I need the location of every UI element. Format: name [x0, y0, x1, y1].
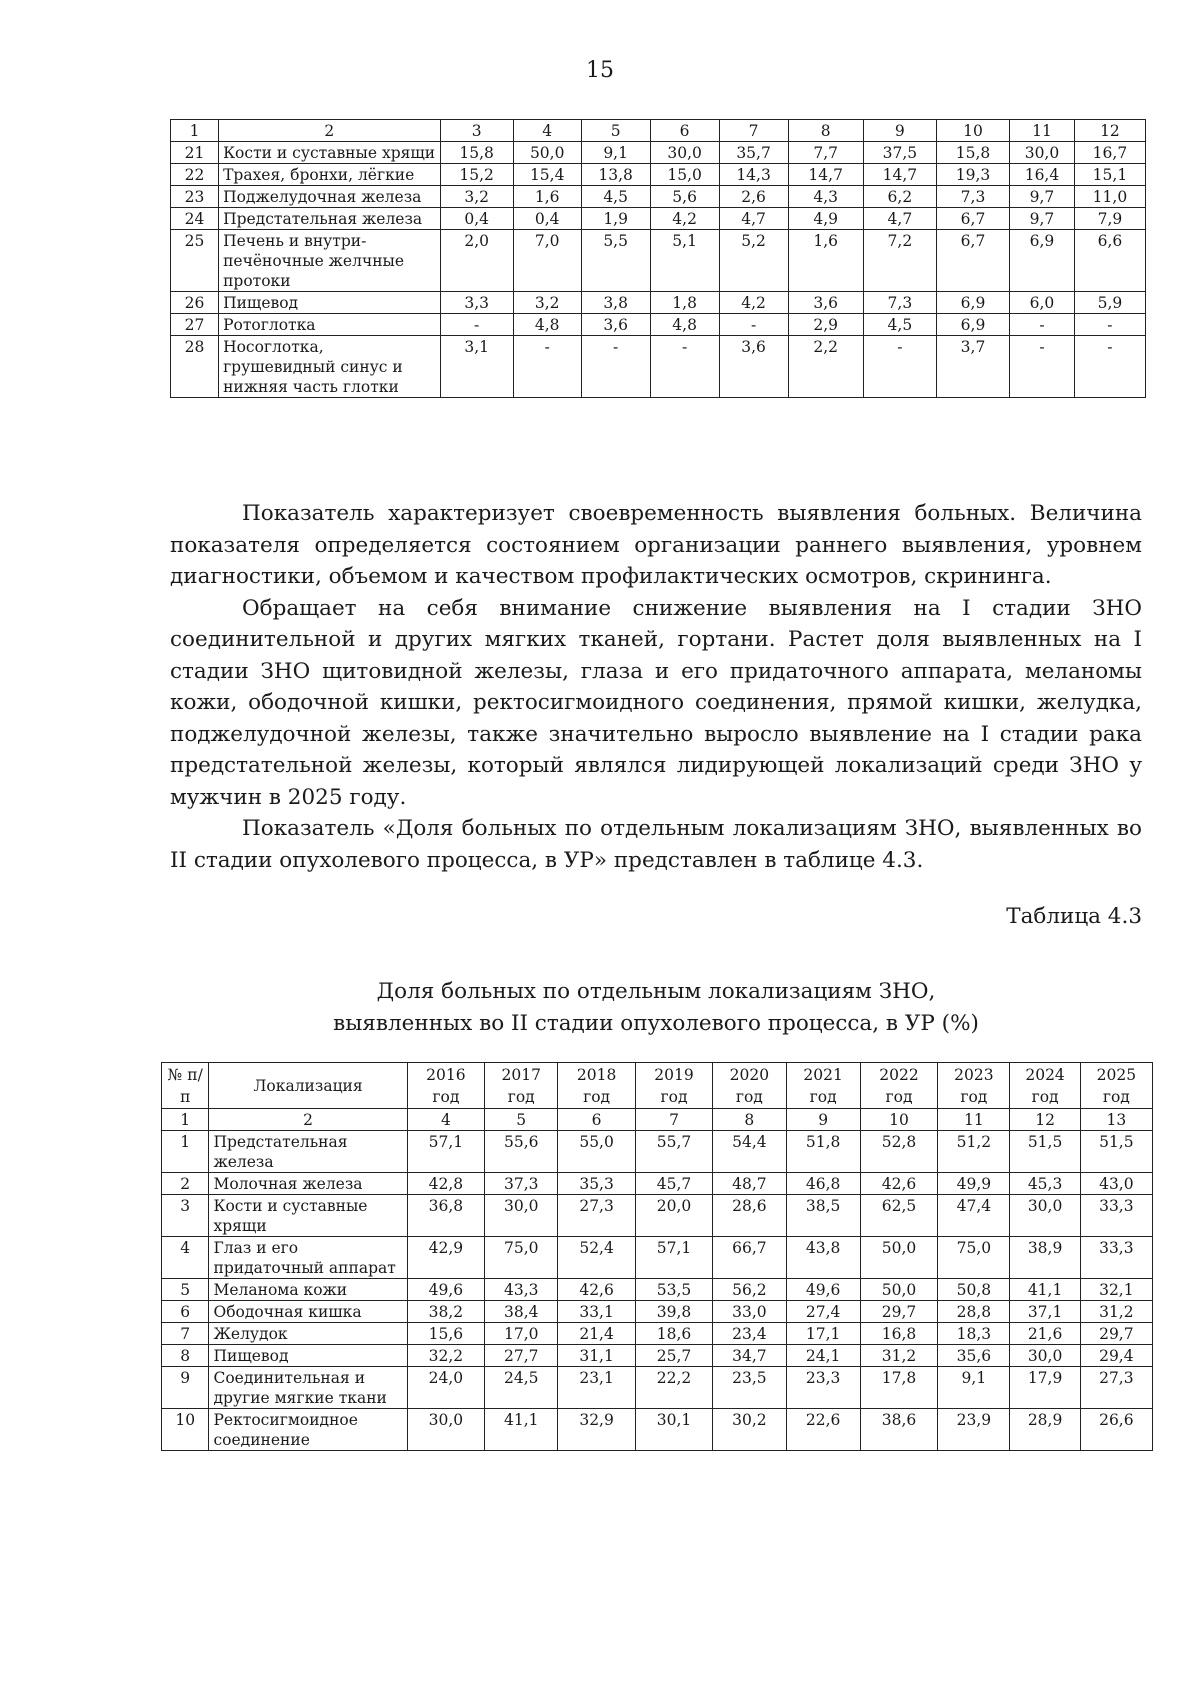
value-cell: 29,4: [1080, 1345, 1152, 1367]
column-index-cell: 6: [650, 120, 719, 142]
value-cell: 49,6: [407, 1279, 484, 1301]
value-cell: 4,7: [719, 208, 788, 230]
column-index-row: [162, 1109, 1153, 1131]
column-index-cell: 3: [440, 120, 513, 142]
value-cell: 17,1: [786, 1323, 860, 1345]
value-cell: 30,0: [650, 142, 719, 164]
value-cell: 5,2: [719, 230, 788, 292]
value-cell: 15,1: [1074, 164, 1145, 186]
paragraph: Показатель характеризует своевременность выявления больных. Величина показателя определяется состоянием организации раннего выявления, уровнем диагностики, объемом и качеством профилактических осмотров, скрининга.: [170, 501, 1142, 589]
value-cell: 29,7: [860, 1301, 937, 1323]
value-cell: 22,6: [786, 1409, 860, 1451]
value-cell: 23,4: [713, 1323, 786, 1345]
value-cell: 4,2: [650, 208, 719, 230]
value-cell: 5,1: [650, 230, 719, 292]
value-cell: 6,9: [936, 292, 1009, 314]
table-row: [162, 1345, 1153, 1367]
value-cell: 50,0: [860, 1279, 937, 1301]
table-row: [162, 1173, 1153, 1195]
value-cell: 4,9: [788, 208, 863, 230]
value-cell: 75,0: [938, 1237, 1010, 1279]
value-cell: 51,5: [1010, 1131, 1080, 1173]
value-cell: 42,6: [558, 1279, 635, 1301]
paragraph: Обращает на себя внимание снижение выявления на I стадии ЗНО соединительной и других мягких тканей, гортани. Растет доля выявленных на I стадии ЗНО щитовидной железы, глаза и его придаточного аппарата, меланомы кожи, ободочной кишки, ректосигмоидного соединения, прямой кишки, желудка, поджелудочной железы, также значительно выросло выявление на I стадии рака предстательной железы, который являлся лидирующей локализаций среди ЗНО у мужчин в 2025 году.: [170, 595, 1142, 810]
localization-cell: Ротоглотка: [219, 314, 441, 336]
value-cell: 9,1: [938, 1367, 1010, 1409]
value-cell: 43,3: [485, 1279, 558, 1301]
value-cell: 19,3: [936, 164, 1009, 186]
value-cell: -: [1010, 336, 1075, 398]
value-cell: 24,5: [485, 1367, 558, 1409]
row-number-cell: 3: [162, 1195, 209, 1237]
column-header-year: 2025 год: [1080, 1063, 1152, 1109]
value-cell: 6,2: [863, 186, 936, 208]
column-header-year: 2017 год: [485, 1063, 558, 1109]
table-row: [162, 1279, 1153, 1301]
value-cell: 3,6: [719, 336, 788, 398]
table-row: [162, 1195, 1153, 1237]
column-header-year: 2022 год: [860, 1063, 937, 1109]
value-cell: 18,3: [938, 1323, 1010, 1345]
value-cell: 13,8: [581, 164, 650, 186]
value-cell: 14,7: [788, 164, 863, 186]
row-number-cell: 21: [171, 142, 219, 164]
value-cell: 38,5: [786, 1195, 860, 1237]
value-cell: 31,2: [1080, 1301, 1152, 1323]
value-cell: -: [1074, 336, 1145, 398]
value-cell: -: [863, 336, 936, 398]
value-cell: 56,2: [713, 1279, 786, 1301]
value-cell: 42,6: [860, 1173, 937, 1195]
value-cell: 15,8: [936, 142, 1009, 164]
value-cell: 38,4: [485, 1301, 558, 1323]
value-cell: 22,2: [635, 1367, 712, 1409]
row-number-cell: 6: [162, 1301, 209, 1323]
value-cell: 3,6: [581, 314, 650, 336]
table-row: [171, 292, 1146, 314]
value-cell: 14,3: [719, 164, 788, 186]
localization-cell: Кости и суставные хрящи: [219, 142, 441, 164]
row-number-cell: 7: [162, 1323, 209, 1345]
localization-cell: Ободочная кишка: [209, 1301, 407, 1323]
value-cell: 33,0: [713, 1301, 786, 1323]
value-cell: 17,8: [860, 1367, 937, 1409]
column-index-cell: 6: [558, 1109, 635, 1131]
value-cell: 53,5: [635, 1279, 712, 1301]
value-cell: 42,9: [407, 1237, 484, 1279]
table-title-line: выявленных во II стадии опухолевого процесса, в УР (%): [333, 1011, 979, 1036]
value-cell: 37,1: [1010, 1301, 1080, 1323]
value-cell: 50,0: [513, 142, 581, 164]
value-cell: 43,8: [786, 1237, 860, 1279]
value-cell: 15,6: [407, 1323, 484, 1345]
value-cell: 26,6: [1080, 1409, 1152, 1451]
localization-cell: Носоглотка, грушевидный синус и нижняя часть глотки: [219, 336, 441, 398]
page-number: 15: [586, 58, 614, 83]
value-cell: -: [1074, 314, 1145, 336]
value-cell: 7,7: [788, 142, 863, 164]
column-index-cell: 4: [513, 120, 581, 142]
value-cell: 17,9: [1010, 1367, 1080, 1409]
value-cell: 21,6: [1010, 1323, 1080, 1345]
value-cell: 6,7: [936, 230, 1009, 292]
column-index-cell: 4: [407, 1109, 484, 1131]
column-index-cell: 12: [1074, 120, 1145, 142]
body-text: [170, 498, 1142, 876]
column-index-cell: 1: [162, 1109, 209, 1131]
column-index-cell: 12: [1010, 1109, 1080, 1131]
column-index-cell: 9: [863, 120, 936, 142]
localization-cell: Кости и суставные хрящи: [209, 1195, 407, 1237]
value-cell: 27,3: [1080, 1367, 1152, 1409]
column-header-year: 2021 год: [786, 1063, 860, 1109]
column-header-year: 2020 год: [713, 1063, 786, 1109]
value-cell: 31,1: [558, 1345, 635, 1367]
value-cell: 7,3: [863, 292, 936, 314]
column-index-cell: 1: [171, 120, 219, 142]
column-index-cell: 5: [485, 1109, 558, 1131]
value-cell: 48,7: [713, 1173, 786, 1195]
value-cell: 6,0: [1010, 292, 1075, 314]
row-number-cell: 1: [162, 1131, 209, 1173]
value-cell: 32,2: [407, 1345, 484, 1367]
table-row: [171, 142, 1146, 164]
table-row: [162, 1301, 1153, 1323]
value-cell: 2,0: [440, 230, 513, 292]
value-cell: 4,5: [581, 186, 650, 208]
localization-cell: Предстательная железа: [209, 1131, 407, 1173]
value-cell: 38,9: [1010, 1237, 1080, 1279]
value-cell: 37,5: [863, 142, 936, 164]
column-index-cell: 13: [1080, 1109, 1152, 1131]
column-index-cell: 8: [788, 120, 863, 142]
value-cell: 42,8: [407, 1173, 484, 1195]
value-cell: 4,8: [650, 314, 719, 336]
table-header-row: [162, 1063, 1153, 1109]
row-number-cell: 28: [171, 336, 219, 398]
value-cell: 1,9: [581, 208, 650, 230]
value-cell: 7,0: [513, 230, 581, 292]
column-header-localization: Локализация: [209, 1063, 407, 1109]
value-cell: 3,1: [440, 336, 513, 398]
value-cell: 38,6: [860, 1409, 937, 1451]
column-header-year: 2023 год: [938, 1063, 1010, 1109]
value-cell: 41,1: [485, 1409, 558, 1451]
value-cell: 5,5: [581, 230, 650, 292]
value-cell: 33,3: [1080, 1195, 1152, 1237]
table-title-line: Доля больных по отдельным локализациям ЗНО,: [376, 979, 936, 1004]
previous-table-continuation: [170, 119, 1146, 398]
table-row: [171, 164, 1146, 186]
value-cell: 1,6: [513, 186, 581, 208]
value-cell: 50,0: [860, 1237, 937, 1279]
row-number-cell: 26: [171, 292, 219, 314]
value-cell: 55,0: [558, 1131, 635, 1173]
value-cell: 32,9: [558, 1409, 635, 1451]
value-cell: 3,2: [440, 186, 513, 208]
value-cell: 75,0: [485, 1237, 558, 1279]
value-cell: 50,8: [938, 1279, 1010, 1301]
column-index-cell: 7: [719, 120, 788, 142]
value-cell: 35,6: [938, 1345, 1010, 1367]
value-cell: 3,7: [936, 336, 1009, 398]
value-cell: 23,1: [558, 1367, 635, 1409]
value-cell: 2,2: [788, 336, 863, 398]
column-index-cell: 5: [581, 120, 650, 142]
value-cell: 20,0: [635, 1195, 712, 1237]
column-index-cell: 2: [219, 120, 441, 142]
table-row: [171, 186, 1146, 208]
value-cell: 62,5: [860, 1195, 937, 1237]
value-cell: 3,6: [788, 292, 863, 314]
localization-cell: Соединительная и другие мягкие ткани: [209, 1367, 407, 1409]
value-cell: 41,1: [1010, 1279, 1080, 1301]
value-cell: 43,0: [1080, 1173, 1152, 1195]
table-row: [162, 1367, 1153, 1409]
value-cell: 28,8: [938, 1301, 1010, 1323]
value-cell: 23,9: [938, 1409, 1010, 1451]
value-cell: 15,0: [650, 164, 719, 186]
value-cell: 57,1: [635, 1237, 712, 1279]
value-cell: 23,5: [713, 1367, 786, 1409]
table-row: [171, 230, 1146, 292]
row-number-cell: 5: [162, 1279, 209, 1301]
row-number-cell: 24: [171, 208, 219, 230]
value-cell: -: [1010, 314, 1075, 336]
value-cell: 52,4: [558, 1237, 635, 1279]
value-cell: 27,3: [558, 1195, 635, 1237]
value-cell: 55,7: [635, 1131, 712, 1173]
row-number-cell: 9: [162, 1367, 209, 1409]
value-cell: -: [719, 314, 788, 336]
value-cell: 30,0: [1010, 142, 1075, 164]
column-index-cell: 7: [635, 1109, 712, 1131]
value-cell: 33,3: [1080, 1237, 1152, 1279]
value-cell: 2,6: [719, 186, 788, 208]
value-cell: 25,7: [635, 1345, 712, 1367]
value-cell: 30,0: [1010, 1345, 1080, 1367]
value-cell: 35,3: [558, 1173, 635, 1195]
row-number-cell: 22: [171, 164, 219, 186]
value-cell: 46,8: [786, 1173, 860, 1195]
value-cell: 17,0: [485, 1323, 558, 1345]
column-header-year: 2016 год: [407, 1063, 484, 1109]
value-cell: 4,5: [863, 314, 936, 336]
value-cell: 9,7: [1010, 186, 1075, 208]
localization-cell: Молочная железа: [209, 1173, 407, 1195]
table-row: [162, 1131, 1153, 1173]
value-cell: -: [440, 314, 513, 336]
value-cell: 33,1: [558, 1301, 635, 1323]
value-cell: 36,8: [407, 1195, 484, 1237]
value-cell: 66,7: [713, 1237, 786, 1279]
column-header-year: 2019 год: [635, 1063, 712, 1109]
value-cell: 51,5: [1080, 1131, 1152, 1173]
value-cell: 24,1: [786, 1345, 860, 1367]
value-cell: 28,9: [1010, 1409, 1080, 1451]
value-cell: 15,8: [440, 142, 513, 164]
table-row: [162, 1409, 1153, 1451]
value-cell: 34,7: [713, 1345, 786, 1367]
column-header-year: 2024 год: [1010, 1063, 1080, 1109]
localization-cell: Желудок: [209, 1323, 407, 1345]
value-cell: 27,4: [786, 1301, 860, 1323]
table-row: [162, 1237, 1153, 1279]
value-cell: 1,8: [650, 292, 719, 314]
value-cell: -: [650, 336, 719, 398]
value-cell: 30,1: [635, 1409, 712, 1451]
paragraph: Показатель «Доля больных по отдельным локализациям ЗНО, выявленных во II стадии опухолевого процесса, в УР» представлен в таблице 4.3.: [170, 816, 1142, 873]
value-cell: 35,7: [719, 142, 788, 164]
value-cell: -: [581, 336, 650, 398]
column-index-cell: 10: [860, 1109, 937, 1131]
column-index-cell: 2: [209, 1109, 407, 1131]
value-cell: 4,3: [788, 186, 863, 208]
value-cell: 7,2: [863, 230, 936, 292]
localization-cell: Трахея, бронхи, лёгкие: [219, 164, 441, 186]
column-index-cell: 10: [936, 120, 1009, 142]
value-cell: 47,4: [938, 1195, 1010, 1237]
value-cell: 15,2: [440, 164, 513, 186]
value-cell: 45,3: [1010, 1173, 1080, 1195]
localization-cell: Глаз и его придаточный аппарат: [209, 1237, 407, 1279]
value-cell: 54,4: [713, 1131, 786, 1173]
value-cell: 30,2: [713, 1409, 786, 1451]
value-cell: 27,7: [485, 1345, 558, 1367]
value-cell: 6,7: [936, 208, 1009, 230]
value-cell: 7,9: [1074, 208, 1145, 230]
value-cell: 4,2: [719, 292, 788, 314]
localization-cell: Меланома кожи: [209, 1279, 407, 1301]
value-cell: 18,6: [635, 1323, 712, 1345]
value-cell: 0,4: [513, 208, 581, 230]
column-index-cell: 8: [713, 1109, 786, 1131]
column-header-year: 2018 год: [558, 1063, 635, 1109]
value-cell: 55,6: [485, 1131, 558, 1173]
row-number-cell: 27: [171, 314, 219, 336]
table-label: Таблица 4.3: [1006, 904, 1142, 929]
value-cell: 9,1: [581, 142, 650, 164]
value-cell: 31,2: [860, 1345, 937, 1367]
value-cell: 52,8: [860, 1131, 937, 1173]
localization-cell: Поджелудочная железа: [219, 186, 441, 208]
value-cell: 16,7: [1074, 142, 1145, 164]
table-title: [170, 976, 1142, 1040]
value-cell: 6,9: [936, 314, 1009, 336]
row-number-cell: 8: [162, 1345, 209, 1367]
table-row: [171, 208, 1146, 230]
value-cell: 1,6: [788, 230, 863, 292]
value-cell: 16,4: [1010, 164, 1075, 186]
value-cell: 7,3: [936, 186, 1009, 208]
row-number-cell: 23: [171, 186, 219, 208]
value-cell: 38,2: [407, 1301, 484, 1323]
value-cell: 30,0: [407, 1409, 484, 1451]
value-cell: 3,8: [581, 292, 650, 314]
localization-cell: Ректосигмоидное соединение: [209, 1409, 407, 1451]
column-index-cell: 9: [786, 1109, 860, 1131]
table-header-row: [171, 120, 1146, 142]
value-cell: 11,0: [1074, 186, 1145, 208]
value-cell: -: [513, 336, 581, 398]
row-number-cell: 2: [162, 1173, 209, 1195]
localization-cell: Печень и внутри- печёночные желчные протоки: [219, 230, 441, 292]
value-cell: 37,3: [485, 1173, 558, 1195]
value-cell: 57,1: [407, 1131, 484, 1173]
table-row: [162, 1323, 1153, 1345]
value-cell: 51,8: [786, 1131, 860, 1173]
value-cell: 5,6: [650, 186, 719, 208]
value-cell: 14,7: [863, 164, 936, 186]
table-row: [171, 314, 1146, 336]
row-number-cell: 10: [162, 1409, 209, 1451]
value-cell: 21,4: [558, 1323, 635, 1345]
value-cell: 30,0: [1010, 1195, 1080, 1237]
row-number-cell: 4: [162, 1237, 209, 1279]
value-cell: 5,9: [1074, 292, 1145, 314]
value-cell: 49,6: [786, 1279, 860, 1301]
value-cell: 49,9: [938, 1173, 1010, 1195]
value-cell: 16,8: [860, 1323, 937, 1345]
localization-cell: Пищевод: [219, 292, 441, 314]
value-cell: 3,2: [513, 292, 581, 314]
value-cell: 45,7: [635, 1173, 712, 1195]
value-cell: 24,0: [407, 1367, 484, 1409]
value-cell: 3,3: [440, 292, 513, 314]
value-cell: 39,8: [635, 1301, 712, 1323]
value-cell: 30,0: [485, 1195, 558, 1237]
column-index-cell: 11: [938, 1109, 1010, 1131]
column-header-num: № п/п: [162, 1063, 209, 1109]
row-number-cell: 25: [171, 230, 219, 292]
value-cell: 4,8: [513, 314, 581, 336]
value-cell: 32,1: [1080, 1279, 1152, 1301]
value-cell: 2,9: [788, 314, 863, 336]
column-index-cell: 11: [1010, 120, 1075, 142]
value-cell: 15,4: [513, 164, 581, 186]
value-cell: 9,7: [1010, 208, 1075, 230]
table-4-3: [161, 1062, 1153, 1451]
localization-cell: Предстательная железа: [219, 208, 441, 230]
value-cell: 6,6: [1074, 230, 1145, 292]
value-cell: 0,4: [440, 208, 513, 230]
value-cell: 6,9: [1010, 230, 1075, 292]
value-cell: 23,3: [786, 1367, 860, 1409]
localization-cell: Пищевод: [209, 1345, 407, 1367]
value-cell: 51,2: [938, 1131, 1010, 1173]
value-cell: 4,7: [863, 208, 936, 230]
table-row: [171, 336, 1146, 398]
value-cell: 28,6: [713, 1195, 786, 1237]
value-cell: 29,7: [1080, 1323, 1152, 1345]
